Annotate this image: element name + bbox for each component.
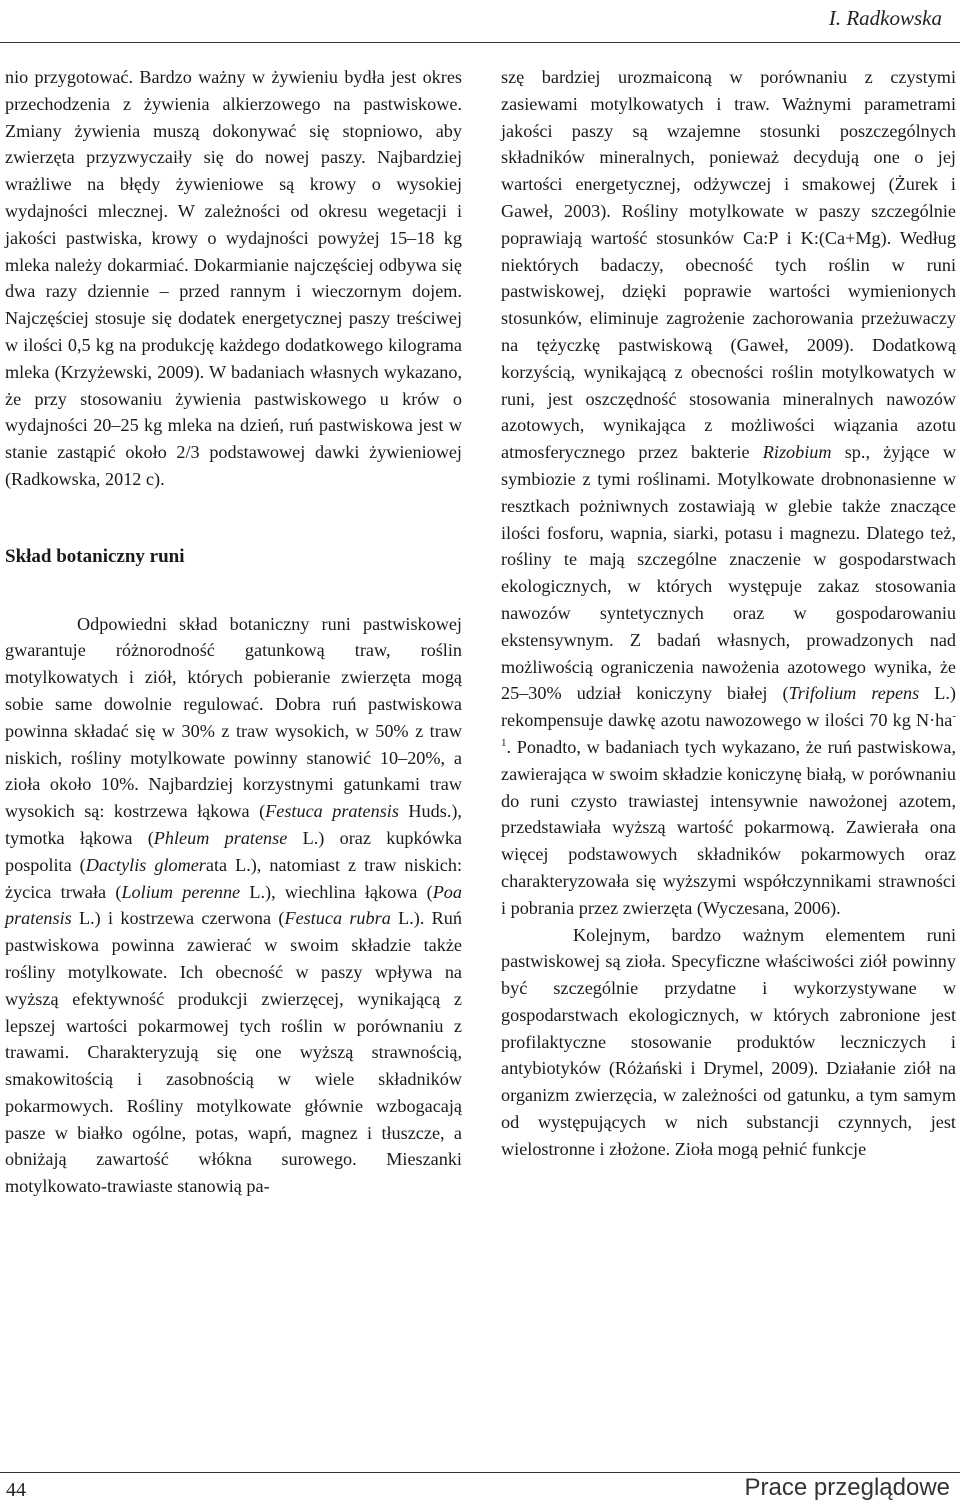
text-run: szę bardziej urozmaiconą w porównaniu z czystymi zasiewami motylkowatych i traw. Ważnymi parametrami jakości paszy są wzajemne stosunki poszczególnych składników mineralnych, ponieważ decydują one o jej wartości energetycznej, odżywczej i smakowej (Żurek i Gaweł, 2003). Rośliny motylkowate w paszy szczególnie poprawiają wartość stosunków Ca:P i K:(Ca+Mg). Według niektórych badaczy, obecność tych roślin w runi pastwiskowej, dzięki poprawie wartości wymienionych stosunków, eliminuje zagrożenie zachorowania przeżuwaczy na tężyczkę pastwiskową (Gaweł, 2009). Dodatkową korzyścią, wynikającą z obecności roślin motylkowatych w runi, jest oszczędność stosowania mineralnych nawozów azotowych, wynikająca z możliwości wiązania azotu atmosferycznego przez bakterie <box>501 67 956 463</box>
species-name: Lolium perenne <box>121 881 241 902</box>
text-run: L.). Ruń pastwiskowa powinna zawierać w swoim składzie także rośliny motylkowate. Ich obecność w paszy wpływa na wyższą efektywność produkcji zwierzęcej, wynikającą z lepszej wartości pokarmowej tych roślin w porównaniu z trawami. Charakteryzują się one wyższą strawnością, smakowitością i zasobnością w wiele składników pokarmowych. Rośliny motylkowate głównie wzbogacają pasze w białko ogólne, potas, wapń, magnez i tłuszcze, a obniżają zawartość włókna surowego. Mieszanki motylkowato-trawiaste stanowią pa- <box>5 908 462 1197</box>
paragraph-legumes <box>501 64 956 922</box>
paragraph-botanical-composition <box>5 611 462 1201</box>
text-run: sp., żyjące w symbiozie z tymi roślinami. Motylkowate drobnonasienne w resztkach pożniwnych zostawiają w glebie także znaczące ilości fosforu, wapnia, siarki, potasu i magnezu. Dlatego też, rośliny te mają szczególne znaczenie w gospodarstwach ekologicznych, w których występuje zakaz stosowania nawozów syntetycznych oraz w gospodarowaniu ekstensywnym. Z badań własnych, prowadzonych nad możliwością ograniczenia nawożenia azotowego wynika, że 25–30% udział koniczyny białej ( <box>501 442 956 704</box>
right-column <box>501 64 956 1163</box>
left-column <box>5 64 462 1200</box>
page-number: 44 <box>6 1479 26 1501</box>
species-name: Phleum pratense <box>153 827 288 848</box>
species-name: Festuca pratensis <box>265 801 399 822</box>
species-name: Poa pratensis <box>5 881 462 929</box>
text-run: L.), wiechlina łąkowa ( <box>240 881 433 902</box>
text-run: Odpowiedni skład botaniczny runi pastwiskowej gwarantuje różnorodność gatunkową traw, roślin motylkowatych i ziół, których pobieranie zwierzęta mogą sobie same dowolnie regulować. Dobra ruń pastwiskowa powinna składać się w 30% z traw wysokich, w 50% z traw niskich, rośliny motylkowate powinny stanowić 10–20%, a zioła około 10%. Najbardziej korzystnymi gatunkami traw wysokich są: kostrzewa łąkowa ( <box>5 613 462 822</box>
text-run: . Ponadto, w badaniach tych wykazano, że ruń pastwiskowa, zawierająca w swoim składzie koniczynę białą, w porównaniu do runi czysto trawiastej intensywnie nawożonej azotem, przedstawiała wyższą wartość pokarmową. Zawierała ona więcej podstawowych składników pokarmowych oraz charakteryzowała się wyższymi współczynnikami strawności i pobrania przez zwierzęta (Wyczesana, 2006). <box>501 736 956 918</box>
running-header-author: I. Radkowska <box>828 6 942 30</box>
text-run: L.) i kostrzewa czerwona ( <box>71 908 285 929</box>
text-run: L.) oraz kupkówka pospolita ( <box>5 827 462 875</box>
header-rule <box>0 42 960 43</box>
species-name: Trifolium repens <box>788 683 920 704</box>
unit-exponent: -1 <box>501 710 956 749</box>
species-name: Rizobium <box>762 442 832 463</box>
paragraph-herbs: Kolejnym, bardzo ważnym elementem runi pastwiskowej są zioła. Specyficzne właściwości ziół powinny być szczególnie przydatne i wykorzystywane w gospodarstwach ekologicznych, w których zabronione jest profilaktyczne stosowanie produktów leczniczych i antybiotyków (Różański i Drymel, 2009). Działanie ziół na organizm zwierzęcia, w zależności od gatunku, a tym samym od występujących w nich substancji czynnych, jest wielostronne i złożone. Zioła mogą pełnić funkcje <box>501 924 956 1159</box>
paragraph-feeding-transition: nio przygotować. Bardzo ważny w żywieniu bydła jest okres przechodzenia z żywienia alkierzowego na pastwiskowe. Zmiany żywienia muszą dokonywać się stopniowo, aby zwierzęta przyzwyczaiły się do nowej paszy. Najbardziej wrażliwe na błędy żywieniowe są krowy o wysokiej wydajności mlecznej. W zależności od okresu wegetacji i jakości pastwiska, krowy o wydajności powyżej 15–18 kg mleka należy dokarmiać. Dokarmianie najczęściej odbywa się dwa razy dziennie – przed rannym i wieczornym dojem. Najczęściej stosuje się dodatek energetycznej paszy treściwej w ilości 0,5 kg na produkcję każdego dodatkowego kilograma mleka (Krzyżewski, 2009). W badaniach własnych wykazano, że przy stosowaniu żywienia pastwiskowego u krów o wydajności 20–25 kg mleka na dzień, ruń pastwiskowa jest w stanie zastąpić około 2/3 podstawowej dawki żywieniowej (Radkowska, 2012 c). <box>5 67 462 489</box>
section-heading: Skład botaniczny runi <box>5 545 185 567</box>
text-run: Huds.), tymotka łąkowa ( <box>5 801 462 848</box>
species-name: Dactylis glomer <box>85 854 206 875</box>
text-run: L.) rekompensuje dawkę azotu nawozowego w ilości 70 kg N·ha <box>501 683 956 731</box>
species-name: Festuca rubra <box>284 908 391 929</box>
section-label: Prace przeglądowe <box>744 1474 950 1501</box>
footer-rule <box>0 1472 960 1473</box>
text-run: ata L.), natomiast z traw niskich: życica trwała ( <box>5 854 463 902</box>
